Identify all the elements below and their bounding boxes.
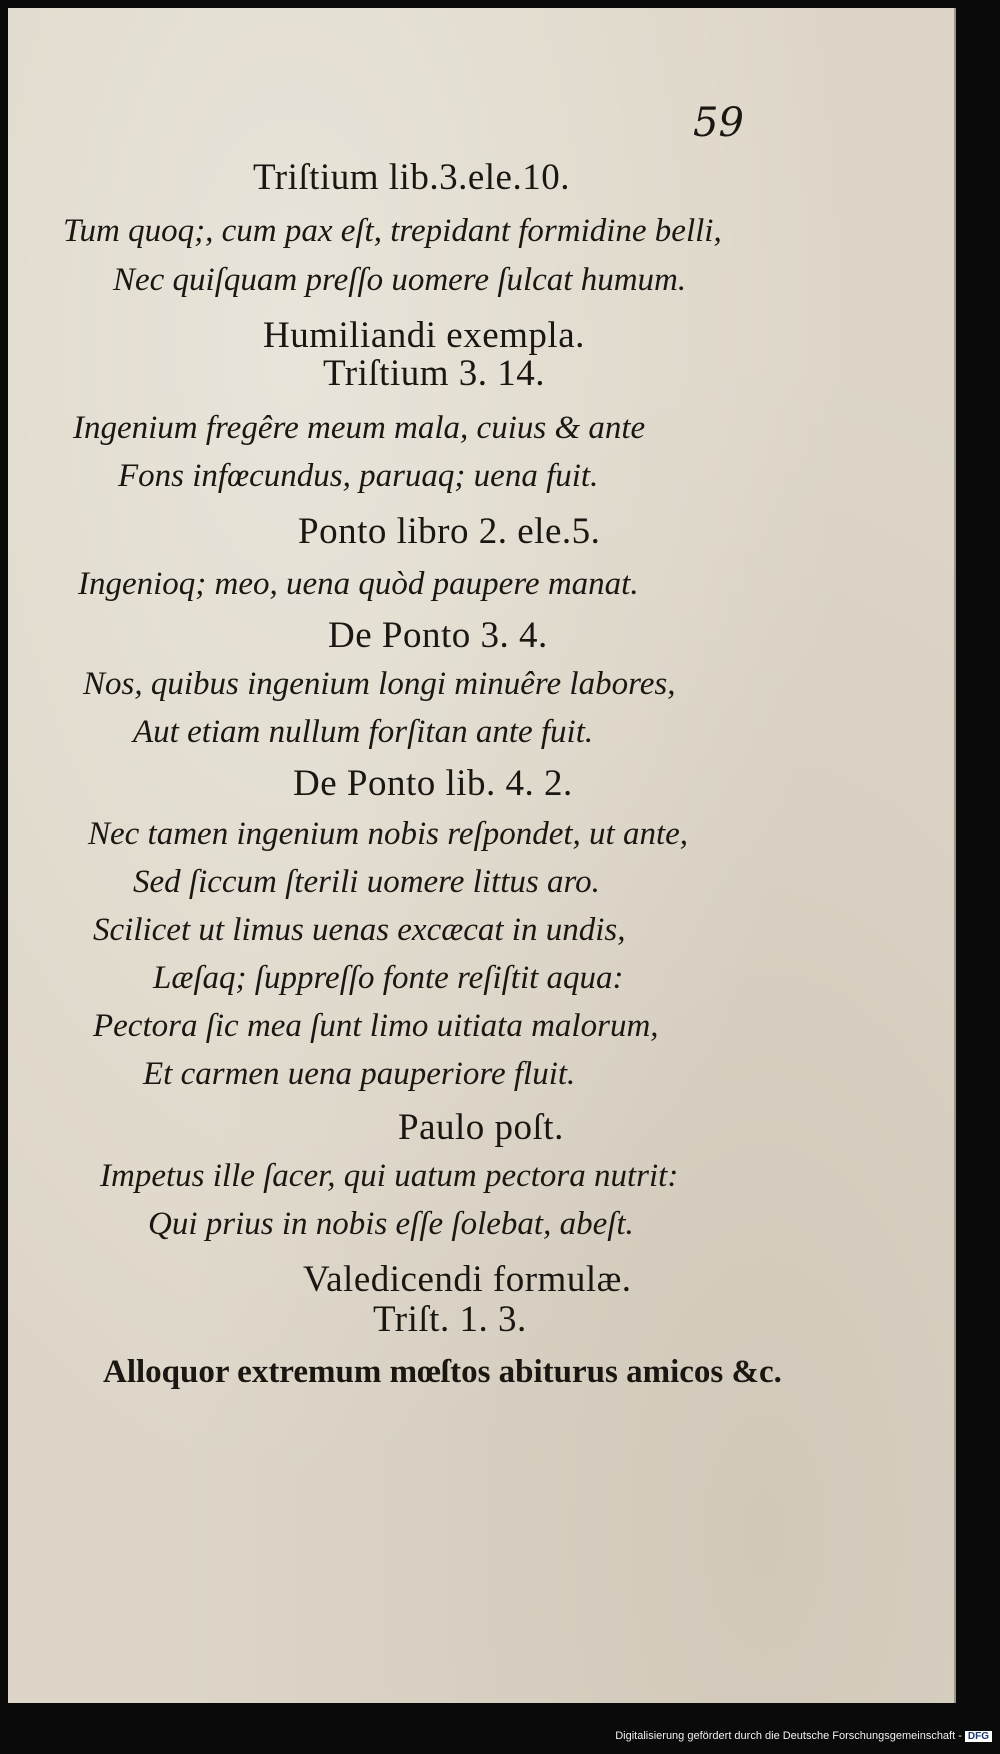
dfg-logo: DFG — [965, 1731, 992, 1742]
heading-tristium-3-14: Triſtium 3. 14. — [323, 353, 546, 394]
heading-paulo-post: Paulo poſt. — [398, 1107, 564, 1148]
verse-line: Qui prius in nobis eſſe ſolebat, abeſt. — [148, 1206, 634, 1242]
heading-tristium-lib3-ele10: Triſtium lib.3.ele.10. — [253, 157, 570, 198]
verse-line: Nos, quibus ingenium longi minuêre labores, — [83, 666, 676, 702]
verse-line: Tum quoq;, cum pax eſt, trepidant formidine belli, — [63, 213, 722, 249]
verse-line: Pectora ſic mea ſunt limo uitiata malorum, — [93, 1008, 659, 1044]
verse-line: Impetus ille ſacer, qui uatum pectora nutrit: — [100, 1158, 679, 1194]
verse-line: Sed ſiccum ſterili uomere littus aro. — [133, 864, 600, 900]
heading-ponto-libro-2: Ponto libro 2. ele.5. — [298, 511, 601, 552]
verse-line: Ingenioq; meo, uena quòd paupere manat. — [78, 566, 639, 602]
book-page — [8, 8, 956, 1703]
verse-line: Scilicet ut limus uenas excæcat in undis, — [93, 912, 626, 948]
verse-line: Fons infœcundus, paruaq; uena fuit. — [118, 458, 599, 494]
heading-de-ponto-3-4: De Ponto 3. 4. — [328, 615, 548, 656]
heading-humiliandi-exempla: Humiliandi exempla. — [263, 315, 585, 356]
digitization-credit — [0, 1730, 992, 1742]
verse-line-final: Alloquor extremum mœſtos abiturus amicos &c. — [103, 1354, 782, 1390]
verse-line: Nec tamen ingenium nobis reſpondet, ut ante, — [88, 816, 689, 852]
verse-line: Nec quiſquam preſſo uomere ſulcat humum. — [113, 262, 687, 298]
verse-line: Aut etiam nullum forſitan ante fuit. — [133, 714, 594, 750]
verse-line: Ingenium fregêre meum mala, cuius & ante — [73, 410, 646, 446]
heading-trist-1-3: Triſt. 1. 3. — [373, 1299, 527, 1340]
page-number: 59 — [693, 100, 744, 146]
credit-text: Digitalisierung gefördert durch die Deutsche Forschungsgemeinschaft - — [615, 1730, 962, 1742]
verse-line: Et carmen uena pauperiore fluit. — [143, 1056, 576, 1092]
heading-valedicendi-formulae: Valedicendi formulæ. — [303, 1259, 632, 1300]
heading-de-ponto-lib4-2: De Ponto lib. 4. 2. — [293, 763, 573, 804]
verse-line: Læſaq; ſuppreſſo fonte reſiſtit aqua: — [153, 960, 624, 996]
